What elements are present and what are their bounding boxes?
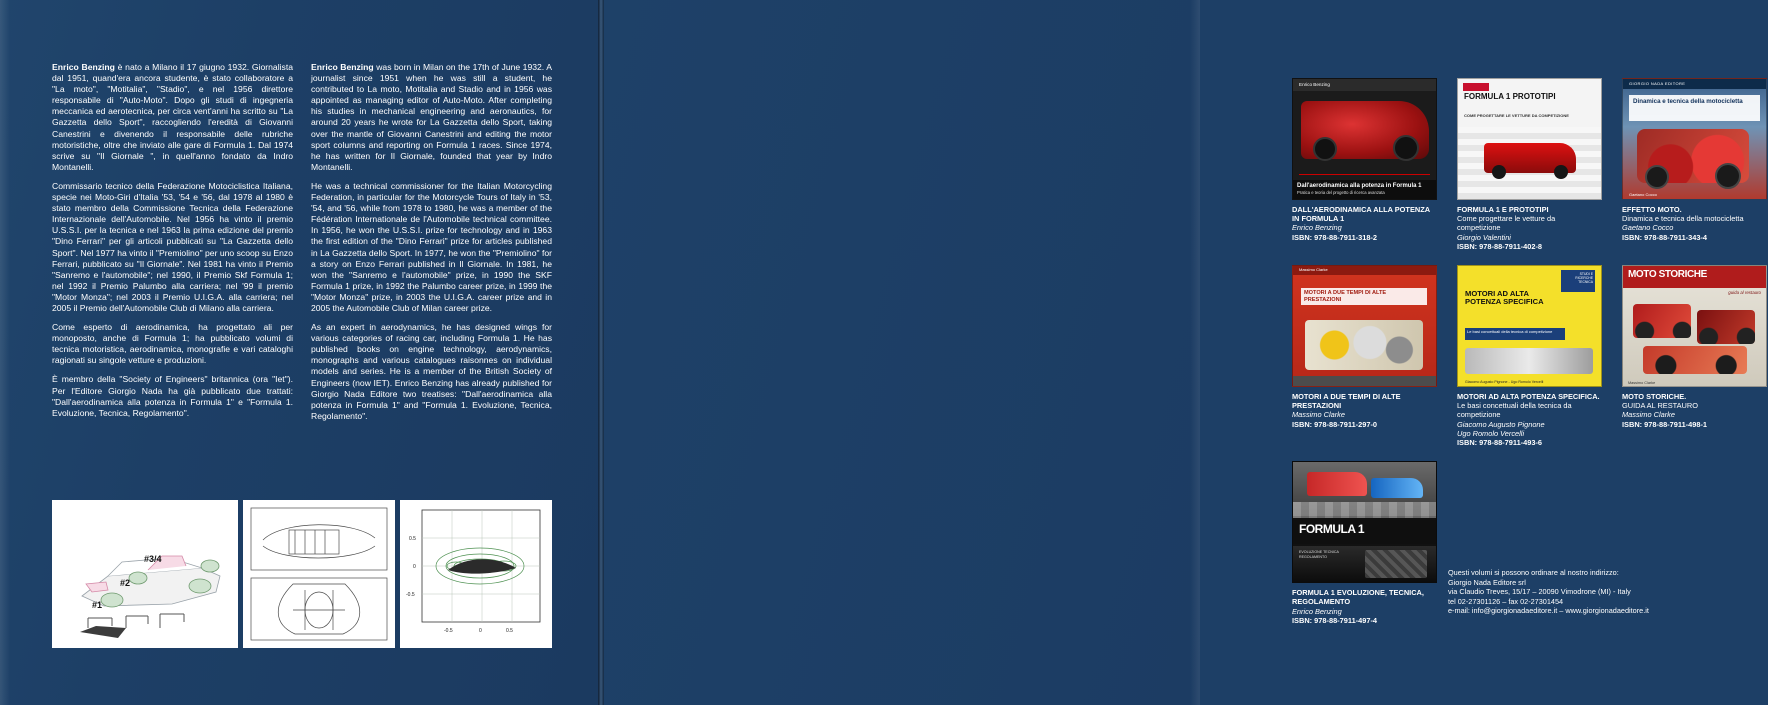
book-isbn: ISBN: 978-88-7911-498-1 [1622, 419, 1708, 429]
book-author: Enrico Benzing [1292, 606, 1342, 616]
book-item-dall-aerodinamica[interactable] [1292, 78, 1435, 251]
it-para-1-text: è nato a Milano il 17 giugno 1932. Giornalista dal 1951, quand'era ancora studente, è stato collaboratore a "La moto", "Motitalia", "Stadio", e nel 1956 direttore responsabile di "Auto-Moto". Dopo gli studi di ingegneria meccanica ed aerotecnica, per circa vent'anni ha scritto su "La Gazzetta dello Sport", raccogliendo l'eredità di Giovanni Canestrini e divenendo il responsabile delle rubriche motoristiche, oltre che inviato alle gare di Formula 1. Dal 1974 scrive su "Il Giornale ", in quell'anno fondato da Indro Montanelli. [52, 62, 293, 172]
cover-author-top: Massimo Clarke [1299, 267, 1328, 273]
book-title: MOTORI A DUE TEMPI DI ALTE PRESTAZIONI [1292, 392, 1401, 411]
cover-title: FORMULA 1 [1299, 522, 1365, 537]
en-para-1-text: was born in Milan on the 17th of June 1932. A journalist since 1951 when he was still a student, he contributed to La moto, Motitalia and Stadio and in 1956 was appointed as managing editor of Auto-Moto. After completing his studies in mechanical engineering and aeronautics, for around 20 years he wrote for La Gazzetta dello Sport, taking over the mantle of Giovanni Canestrini and editing the motor sport columns and reporting on Formula 1 races. Since 1974, he has written for Il Giornale, founded that year by Indro Montanelli. [311, 62, 552, 172]
book-subtitle: GUIDA AL RESTAURO [1622, 401, 1698, 411]
cover-title: Dinamica e tecnica della motocicletta [1633, 98, 1743, 105]
book-isbn: ISBN: 978-88-7911-497-4 [1292, 615, 1378, 625]
left-page [0, 0, 600, 705]
book-cover[interactable] [1457, 78, 1602, 200]
book-isbn: ISBN: 978-88-7911-402-8 [1457, 241, 1543, 251]
plot-xtick-0: 0 [479, 628, 482, 634]
book-author: Massimo Clarke [1622, 410, 1675, 420]
book-item-formula1-prototipi[interactable] [1457, 78, 1600, 251]
publisher-intro: Questi volumi si possono ordinare al nostro indirizzo: [1448, 568, 1619, 577]
book-cover[interactable] [1457, 265, 1602, 387]
figure-1-label-3-4: #3/4 [144, 554, 162, 564]
cover-title: MOTORI AD ALTA POTENZA SPECIFICA [1465, 289, 1544, 307]
en-paragraph-3: As an expert in aerodynamics, he has designed wings for various categories of racing car, including Formula 1. He has published books on engine technology, aerodynamics, monographs and various catalogues raisonnes on individual models and series. He is a member of the British Society of Engineers (now IET). Enrico Benzing has already published for Giorgio Nada Editore two treatises: "Dall'aerodinamica alla potenza in Formula 1" and "Formula 1. Evoluzione, Tecnica, Regolamento". [311, 322, 552, 421]
cover-subtitle: Le basi concettuali della tecnica di competizione [1467, 329, 1553, 335]
book-title: DALL'AERODINAMICA ALLA POTENZA IN FORMULA 1 [1292, 205, 1430, 224]
cover-title: Dall'aerodinamica alla potenza in Formula 1 [1297, 183, 1422, 189]
book-title: MOTO STORICHE. [1622, 392, 1687, 402]
book-row [1292, 78, 1766, 251]
figure-airfoil-pressure-plot [400, 500, 552, 648]
book-catalogue-grid [1292, 78, 1766, 639]
book-title: EFFETTO MOTO. [1622, 205, 1682, 214]
publisher-phone: tel 02-27301126 – fax 02-27301454 [1448, 596, 1564, 606]
it-paragraph-4: È membro della "Society of Engineers" britannica (ora "Iet"). Per l'Editore Giorgio Nada ha già pubblicato due trattati: "Dall'aerodinamica alla potenza in Formula 1" e "Formula 1. Evoluzione, Tecnica, Regolamento". [52, 374, 293, 418]
f1-car-3d-drawing [52, 500, 238, 648]
cover-author: Massimo Clarke [1628, 381, 1656, 386]
book-cover[interactable] [1292, 461, 1437, 583]
book-cover[interactable] [1292, 265, 1437, 387]
book-cover[interactable] [1622, 78, 1767, 200]
page-edge-shadow-right [1190, 0, 1200, 705]
book-isbn: ISBN: 978-88-7911-343-4 [1622, 232, 1708, 242]
cover-title: MOTO STORICHE [1628, 269, 1707, 281]
it-paragraph-2: Commissario tecnico della Federazione Motociclistica Italiana, specie nei Moto-Giri d'Italia '53, '54 e '56, dal 1978 al 1980 è stato membro della Commissione Tecnica della Federazione Internazionale dell'Automobile. Nel 1956 ha vinto il premio U.S.S.I. per la tecnica e nel 1963 la prima edizione del premio "Dino Ferrari" per gli articoli pubblicati su "La Gazzetta dello Sport". Nel 1977 ha vinto il "Premiolino" per uno scoop su Enzo Ferrari, pubblicato su "Il Giornale". Nel 1981 ha vinto il Premio "Sanremo e l'automobile"; nel 1990, il Premio Skf Formula 1; nel 1992 il Premio Palumbo alla carriera; nel '99 il premio "Motor Monza"; nel 2003 il Premio U.I.G.A. alla carriera; nel 2005 il Premio dell'Automobile Club di Milano alla carriera. [52, 180, 293, 313]
book-author: Enrico Benzing [1292, 223, 1342, 233]
book-title: MOTORI AD ALTA POTENZA SPECIFICA. [1457, 392, 1600, 402]
book-title: FORMULA 1 E PROTOTIPI [1457, 205, 1549, 214]
book-meta [1622, 392, 1765, 429]
cover-title: FORMULA 1 PROTOTIPI [1464, 92, 1556, 101]
book-isbn: ISBN: 978-88-7911-493-6 [1457, 438, 1543, 448]
book-row [1292, 265, 1766, 447]
page-edge-shadow-left [0, 0, 10, 705]
plot-ytick-0-5: 0.5 [409, 536, 416, 542]
book-subtitle: Come progettare le vetture da competizione [1457, 214, 1556, 233]
it-paragraph-1 [52, 62, 293, 173]
book-cover[interactable] [1622, 265, 1767, 387]
book-author: Massimo Clarke [1292, 410, 1345, 420]
book-meta [1622, 205, 1765, 242]
book-title: FORMULA 1 EVOLUZIONE, TECNICA, REGOLAMENTO [1292, 588, 1424, 607]
book-meta [1292, 588, 1435, 625]
book-meta [1292, 205, 1435, 242]
airfoil-flow-contour-plot [400, 500, 552, 648]
car-plan-section-drawing [243, 500, 395, 648]
publisher-email[interactable]: e-mail: info@giorgionadaeditore.it – www.giorgionadaeditore.it [1448, 606, 1649, 616]
cover-imprint: GIORGIO NADA EDITORE [1629, 81, 1686, 86]
italian-biography-column [52, 62, 293, 430]
book-isbn: ISBN: 978-88-7911-297-0 [1292, 419, 1378, 429]
en-paragraph-2: He was a technical commissioner for the Italian Motorcycling Federation, in particular for the Motorcycle Tours of Italy in '53, '54, and '56, while from 1978 to 1980, he was a member of the Fédération Internationale de l'Automobile technical committee. In 1956, he won the U.S.S.I. prize for technology and in 1963 the first edition of the "Dino Ferrari" prize for articles published in La Gazzetta dello Sport. In 1977, he won the "Premiolino" for a story on Enzo Ferrari published in Il Giornale. In 1981, he won the "Sanremo e l'automobile" prize, in 1990 the SKF Formula 1 prize, in 1992 the Palumbo career prize, in 1999 the "Motor Monza" prize, in 2003 the U.I.G.A. career prize and in 2005 the Automobile Club of Milan career prize. [311, 180, 552, 313]
right-page [600, 0, 1761, 705]
book-item-formula1-evoluzione[interactable] [1292, 461, 1435, 625]
it-lead-name: Enrico Benzing [52, 62, 115, 72]
book-author: Gaetano Cocco [1622, 223, 1674, 233]
cover-title: MOTORI A DUE TEMPI DI ALTE PRESTAZIONI [1301, 288, 1427, 305]
book-meta [1292, 392, 1435, 429]
cover-subtitle: COME PROGETTARE LE VETTURE DA COMPETIZIONE [1464, 113, 1569, 118]
plot-xtick-neg-0-5: -0.5 [444, 628, 453, 634]
plot-ytick-neg-0-5: -0.5 [406, 592, 415, 598]
figure-f1-car-sections [52, 500, 238, 648]
book-item-effetto-moto[interactable] [1622, 78, 1765, 251]
plot-xtick-0-5: 0.5 [506, 628, 513, 634]
cover-author: Gaetano Cocco [1629, 192, 1657, 197]
plot-ytick-0: 0 [413, 564, 416, 570]
english-biography-column [311, 62, 552, 430]
book-author: Giorgio Valentini [1457, 232, 1511, 242]
publisher-name: Giorgio Nada Editore srl [1448, 577, 1526, 587]
spread-gutter [598, 0, 604, 705]
book-meta [1457, 205, 1600, 251]
book-author: Giacomo Augusto Pignone Ugo Romolo Vercelli [1457, 419, 1545, 438]
en-lead-name: Enrico Benzing [311, 62, 374, 72]
cover-author-top: Enrico Benzing [1299, 82, 1330, 87]
book-isbn: ISBN: 978-88-7911-318-2 [1292, 232, 1378, 242]
book-item-motori-alta-potenza[interactable] [1457, 265, 1600, 447]
publisher-contact-block [1448, 568, 1768, 616]
en-paragraph-1 [311, 62, 552, 173]
figure-car-plan-views [243, 500, 395, 648]
biography-text-columns [52, 62, 552, 430]
book-item-moto-storiche[interactable] [1622, 265, 1765, 447]
publisher-address: via Claudio Treves, 15/17 – 20090 Vimodrone (MI) - Italy [1448, 587, 1631, 597]
book-meta [1457, 392, 1600, 447]
cover-subtitle: EVOLUZIONE TECNICA REGOLAMENTO [1299, 550, 1339, 559]
cover-subtitle: Pratica e teoria del progetto di ricerca avanzata [1297, 189, 1385, 195]
figure-1-label-2: #2 [120, 578, 131, 588]
book-cover[interactable] [1292, 78, 1437, 200]
cover-badge: STUDI E RICERCHE TECNICA [1575, 272, 1593, 285]
cover-caption [1293, 180, 1436, 199]
it-paragraph-3: Come esperto di aerodinamica, ha progettato ali per monoposto, anche di Formula 1; ha pubblicato volumi di tecnica motoristica, aerodinamica, monografie e vari cataloghi ragionati su singole vetture e produzioni. [52, 322, 293, 366]
figure-1-label-1: #1 [92, 600, 103, 610]
book-item-motori-due-tempi[interactable] [1292, 265, 1435, 447]
cover-subtitle: guida al restauro [1728, 290, 1761, 296]
cover-author: Giacomo Augusto Pignone - Ugo Romolo Vercelli [1465, 380, 1544, 385]
figure-strip [52, 500, 552, 648]
book-subtitle: Le basi concettuali della tecnica da competizione [1457, 401, 1572, 420]
book-subtitle: Dinamica e tecnica della motocicletta [1622, 214, 1744, 224]
